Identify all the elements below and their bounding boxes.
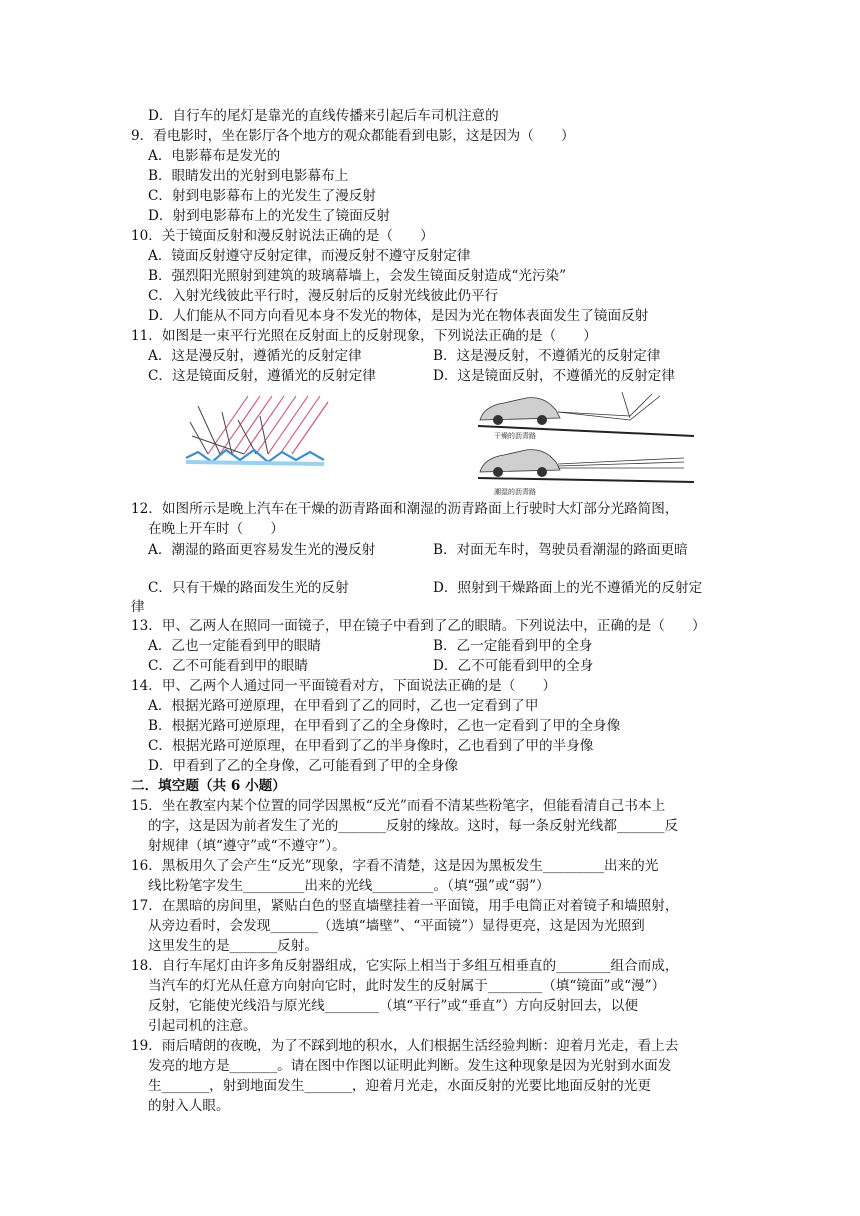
- q17-line1: 17．在黑暗的房间里，紧贴白色的竖直墙壁挂着一平面镜，用手电筒正对着镜子和墙照射，: [131, 898, 679, 914]
- q19-line1: 19．雨后晴朗的夜晚，为了不踩到地的积水，人们根据生活经验判断：迎着月光走，看上去: [131, 1038, 679, 1054]
- q12-option-b: B．对面无车时，驾驶员看潮湿的路面更暗: [433, 542, 688, 558]
- q12-option-a: A．潮湿的路面更容易发生光的漫反射: [148, 542, 376, 558]
- q15-line2: 的字，这是因为前者发生了光的_______反射的缘故。这时，每一条反射光线都_______反: [148, 818, 679, 834]
- q19-line3: 生_______，射到地面发生_______，迎着月光走，水面反射的光要比地面反射的光更: [148, 1078, 651, 1094]
- q10-option-d: D．人们能从不同方向看见本身不发光的物体，是因为光在物体表面发生了镜面反射: [148, 308, 649, 324]
- q18-line2: 当汽车的灯光从任意方向射向它时，此时发生的反射属于________（填“镜面”或“漫”）: [148, 978, 666, 994]
- q13-option-a: A．乙也一定能看到甲的眼睛: [148, 638, 321, 654]
- incident-rays: [208, 396, 328, 454]
- q12-option-d-cont: 律: [131, 599, 145, 615]
- q18-line1: 18．自行车尾灯由许多角反射器组成，它实际上相当于多组互相垂直的________组合而成，: [131, 958, 679, 974]
- q9-option-c: C．射到电影幕布上的光发生了漫反射: [148, 188, 376, 204]
- q14-option-d: D．甲看到了乙的全身像，乙可能看到了甲的全身像: [148, 758, 458, 774]
- wet-road-car: [478, 450, 694, 482]
- q14-option-c: C．根据光路可逆原理，在甲看到了乙的半身像时，乙也看到了甲的半身像: [148, 738, 594, 754]
- q13-option-d: D．乙不可能看到甲的全身: [433, 658, 594, 674]
- q15-line1: 15．坐在教室内某个位置的同学因黑板“反光”而看不清某些粉笔字，但能看清自己书本上: [131, 798, 666, 814]
- q8-option-d: D．自行车的尾灯是靠光的直线传播来引起后车司机注意的: [148, 108, 499, 124]
- q10-option-b: B．强烈阳光照射到建筑的玻璃幕墙上，会发生镜面反射造成“光污染”: [148, 268, 567, 284]
- q12-stem-line1: 12．如图所示是晚上汽车在干燥的沥青路面和潮湿的沥青路面上行驶时大灯部分光路简图，: [131, 501, 679, 517]
- q11-option-c: C．这是镜面反射，遵循光的反射定律: [148, 368, 376, 384]
- wet-road-label: 潮湿的沥青路: [494, 488, 536, 496]
- q17-line3: 这里发生的是_______反射。: [148, 938, 318, 954]
- q10-stem: 10．关于镜面反射和漫反射说法正确的是（ ）: [131, 228, 434, 244]
- q11-option-a: A．这是漫反射，遵循光的反射定律: [148, 348, 362, 364]
- headlight-road-figure: [474, 386, 698, 498]
- q12-option-c: C．只有干燥的路面发生光的反射: [148, 580, 349, 596]
- q14-stem: 14．甲、乙两个人通过同一平面镜看对方，下面说法正确的是（ ）: [131, 678, 557, 694]
- q9-option-b: B．眼睛发出的光射到电影幕布上: [148, 168, 349, 184]
- q16-line1: 16．黑板用久了会产生“反光”现象，字看不清楚，这是因为黑板发生_________出来的光: [131, 858, 659, 874]
- q15-line3: 射规律（填“遵守”或“不遵守”）。: [148, 838, 346, 854]
- q17-line2: 从旁边看时，会发现_______（选填“墙壁”、“平面镜”）显得更亮，这是因为光照到: [148, 918, 645, 934]
- q9-option-d: D．射到电影幕布上的光发生了镜面反射: [148, 208, 390, 224]
- diffuse-reflection-figure: [178, 392, 338, 474]
- q12-option-d: D．照射到干燥路面上的光不遵循光的反射定: [433, 580, 703, 596]
- q11-stem: 11．如图是一束平行光照在反射面上的反射现象，下列说法正确的是（ ）: [131, 328, 597, 344]
- q14-option-b: B．根据光路可逆原理，在甲看到了乙的全身像时，乙也一定看到了甲的全身像: [148, 718, 621, 734]
- q19-line2: 发亮的地方是_______。请在图中作图以证明此判断。发生这种现象是因为光射到水面发: [148, 1058, 672, 1074]
- q16-line2: 线比粉笔字发生_________出来的光线_________。（填“强”或“弱”）: [148, 878, 550, 894]
- q13-option-c: C．乙不可能看到甲的眼睛: [148, 658, 308, 674]
- q9-option-a: A．电影幕布是发光的: [148, 148, 281, 164]
- q13-stem: 13．甲、乙两人在照同一面镜子，甲在镜子中看到了乙的眼睛。下列说法中，正确的是（ ）: [131, 618, 706, 634]
- q9-stem: 9．看电影时，坐在影厅各个地方的观众都能看到电影，这是因为（ ）: [131, 128, 575, 144]
- q11-option-d: D．这是镜面反射，不遵循光的反射定律: [433, 368, 675, 384]
- q18-line4: 引起司机的注意。: [148, 1018, 257, 1034]
- reflected-rays: [190, 406, 268, 454]
- q10-option-c: C．入射光线彼此平行时，漫反射后的反射光线彼此仍平行: [148, 288, 499, 304]
- q14-option-a: A．根据光路可逆原理，在甲看到了乙的同时，乙也一定看到了甲: [148, 698, 539, 714]
- q10-option-a: A．镜面反射遵守反射定律，而漫反射不遵守反射定律: [148, 248, 471, 264]
- q13-option-b: B．乙一定能看到甲的全身: [433, 638, 593, 654]
- q18-line3: 反射，它能使光线沿与原光线________（填“平行”或“垂直”）方向反射回去，以便: [148, 998, 638, 1014]
- q12-stem-line2: 在晚上开车时（ ）: [148, 521, 284, 537]
- dry-road-car: [478, 392, 694, 436]
- q11-option-b: B．这是漫反射，不遵循光的反射定律: [433, 348, 661, 364]
- section-fill-in-heading: 二．填空题（共 6 小题）: [131, 778, 286, 794]
- dry-road-label: 干燥的沥青路: [494, 432, 536, 440]
- q19-line4: 的射入人眼。: [148, 1098, 230, 1114]
- surface-shade: [186, 462, 324, 464]
